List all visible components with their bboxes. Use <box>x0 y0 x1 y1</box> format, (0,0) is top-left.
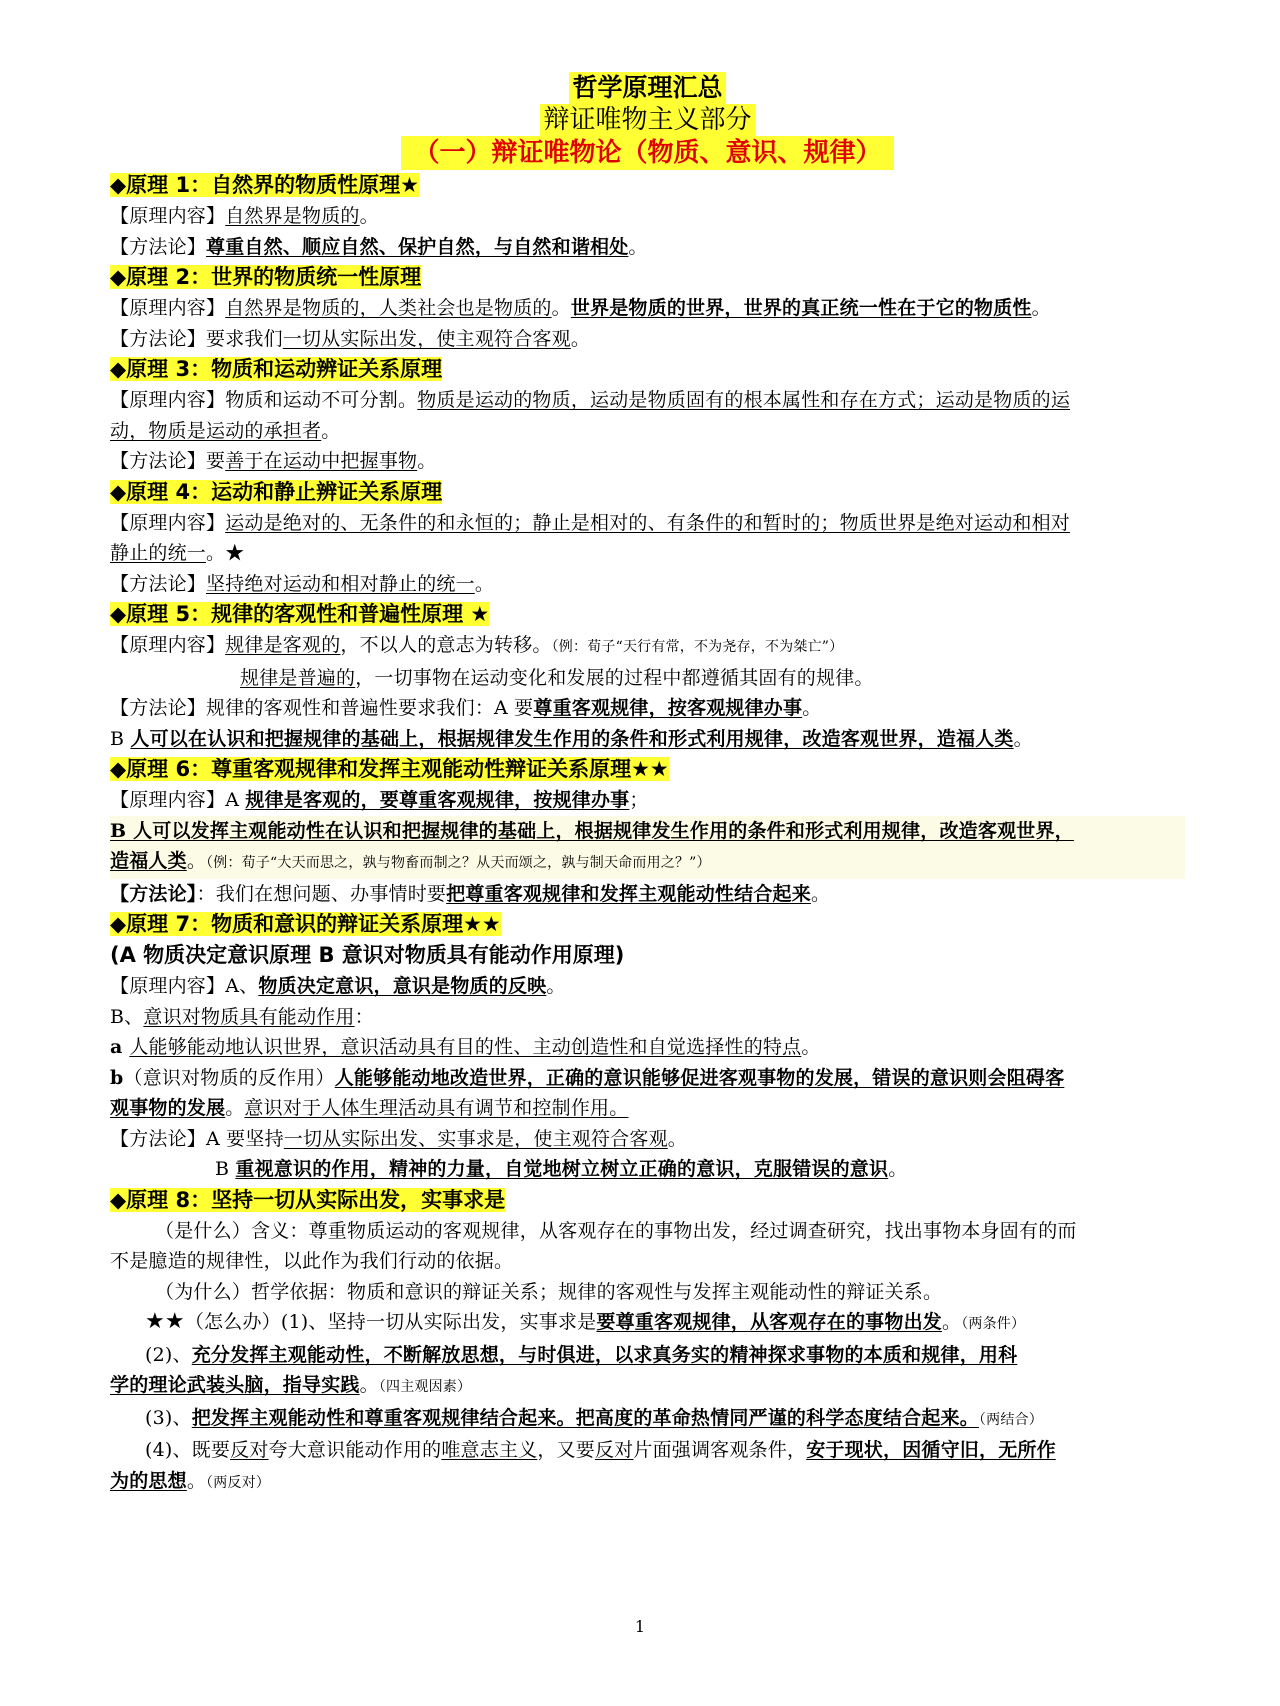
principle-8-how-2-cont: 学的理论武装头脑，指导实践。（四主观因素） <box>110 1374 472 1396</box>
principle-6-method: 【方法论】：我们在想问题、办事情时要把尊重客观规律和发挥主观能动性结合起来。 <box>110 882 831 905</box>
principle-8-why: （为什么）哲学依据：物质和意识的辩证关系；规律的客观性与发挥主观能动性的辩证关系。 <box>155 1280 943 1303</box>
principle-7-method-b: B 重视意识的作用，精神的力量，自觉地树立树立正确的意识，克服错误的意识。 <box>215 1158 908 1180</box>
principle-4-method: 【方法论】坚持绝对运动和相对静止的统一。 <box>110 572 495 595</box>
principle-6-content-a: 【原理内容】A 规律是客观的，要尊重客观规律，按规律办事； <box>110 789 649 811</box>
principle-4-content-cont: 静止的统一。★ <box>110 542 245 564</box>
principle-8-how-4-cont: 为的思想。（两反对） <box>110 1469 271 1492</box>
principle-2-heading: ◆原理 2：世界的物质统一性原理 <box>110 265 422 289</box>
principle-1-heading: ◆原理 1：自然界的物质性原理★ <box>110 173 419 197</box>
principle-7-item-b: b（意识对物质的反作用）人能够能动地改造世界，正确的意识能够促进客观事物的发展，错误的意识则会阻碍客 <box>110 1066 1065 1089</box>
principle-8-how-3: (3)、把发挥主观能动性和尊重客观规律结合起来。把高度的革命热情同严谨的科学态度结合起来。（两结合） <box>145 1406 1043 1429</box>
section-title: （一）辩证唯物论（物质、意识、规律） <box>401 136 893 170</box>
page-number: 1 <box>634 1617 646 1636</box>
principle-7-content-a: 【原理内容】A、物质决定意识，意识是物质的反映。 <box>110 975 566 997</box>
principle-3-content-cont: 动，物质是运动的承担者。 <box>110 419 341 442</box>
principle-4-content: 【原理内容】运动是绝对的、无条件的和永恒的；静止是相对的、有条件的和暂时的；物质世界是绝对运动和相对 <box>110 511 1071 534</box>
principle-3-method: 【方法论】要善于在运动中把握事物。 <box>110 450 437 472</box>
principle-5-content-a: 【原理内容】规律是客观的，不以人的意志为转移。（例：荀子“天行有常，不为尧存，不为桀亡”） <box>110 634 844 656</box>
principle-7-heading: ◆原理 7：物质和意识的辩证关系原理★★ <box>110 912 501 936</box>
principle-7-method-a: 【方法论】A 要坚持一切从实际出发、实事求是，使主观符合客观。 <box>110 1127 687 1150</box>
principle-6-content-b-block <box>110 816 1185 879</box>
principle-2-content: 【原理内容】自然界是物质的，人类社会也是物质的。世界是物质的世界，世界的真正统一性在于它的物质性。 <box>110 297 1051 319</box>
document-page <box>110 70 1185 1498</box>
principle-1-content: 【原理内容】自然界是物质的。 <box>110 205 379 227</box>
principle-5-content-b: 规律是普遍的，一切事物在运动变化和发展的过程中都遵循其固有的规律。 <box>240 666 874 689</box>
principle-5-heading: ◆原理 5：规律的客观性和普遍性原理 ★ <box>110 602 490 626</box>
principle-3-content: 【原理内容】物质和运动不可分割。物质是运动的物质，运动是物质固有的根本属性和存在方式；运动是物质的运 <box>110 389 1071 411</box>
principle-2-method: 【方法论】要求我们一切从实际出发，使主观符合客观。 <box>110 327 591 350</box>
principle-7-item-a: a 人能够能动地认识世界，意识活动具有目的性、主动创造性和自觉选择性的特点。 <box>110 1036 821 1058</box>
principle-8-what-cont: 不是臆造的规律性，以此作为我们行动的依据。 <box>110 1250 514 1272</box>
principle-8-how-4: (4)、既要反对夸大意识能动作用的唯意志主义，又要反对片面强调客观条件，安于现状，因循守旧，无所作 <box>145 1439 1056 1461</box>
doc-subtitle: 辩证唯物主义部分 <box>540 104 754 136</box>
title-block <box>110 70 1185 170</box>
principle-8-heading: ◆原理 8：坚持一切从实际出发，实事求是 <box>110 1187 506 1212</box>
principle-6-content-b: B 人可以发挥主观能动性在认识和把握规律的基础上，根据规律发生作用的条件和形式利用规律，改造客观世界， <box>110 819 1074 842</box>
principle-8-how-2: (2)、充分发挥主观能动性，不断解放思想，与时俱进，以求真务实的精神探求事物的本质和规律，用科 <box>145 1343 1018 1366</box>
principle-7-subheading: (A 物质决定意识原理 B 意识对物质具有能动作用原理) <box>110 943 625 967</box>
principle-8-what: （是什么）含义：尊重物质运动的客观规律，从客观存在的事物出发，经过调查研究，找出事物本身固有的而 <box>155 1219 1077 1242</box>
principle-6-heading: ◆原理 6：尊重客观规律和发挥主观能动性辩证关系原理★★ <box>110 757 669 781</box>
principle-5-method-a: 【方法论】规律的客观性和普遍性要求我们：A 要尊重客观规律，按客观规律办事。 <box>110 697 822 719</box>
doc-title: 哲学原理汇总 <box>569 72 725 104</box>
principle-8-how-1: ★★（怎么办）(1)、坚持一切从实际出发，实事求是要尊重客观规律，从客观存在的事物出发。（两条件） <box>145 1309 1026 1334</box>
principle-6-content-b-cont: 造福人类。（例：荀子“大天而思之，孰与物畜而制之？从天而颂之，孰与制天命而用之？”） <box>110 850 711 872</box>
principle-1-method: 【方法论】尊重自然、顺应自然、保护自然，与自然和谐相处。 <box>110 235 648 258</box>
principle-5-method-b: B 人可以在认识和把握规律的基础上，根据规律发生作用的条件和形式利用规律，改造客观世界，造福人类。 <box>110 727 1033 750</box>
principle-4-heading: ◆原理 4：运动和静止辨证关系原理 <box>110 479 443 504</box>
principle-3-heading: ◆原理 3：物质和运动辨证关系原理 <box>110 357 443 381</box>
principle-7-content-b: B、意识对物质具有能动作用： <box>110 1005 374 1028</box>
principle-7-item-b-cont: 观事物的发展。意识对于人体生理活动具有调节和控制作用。 <box>110 1097 629 1119</box>
